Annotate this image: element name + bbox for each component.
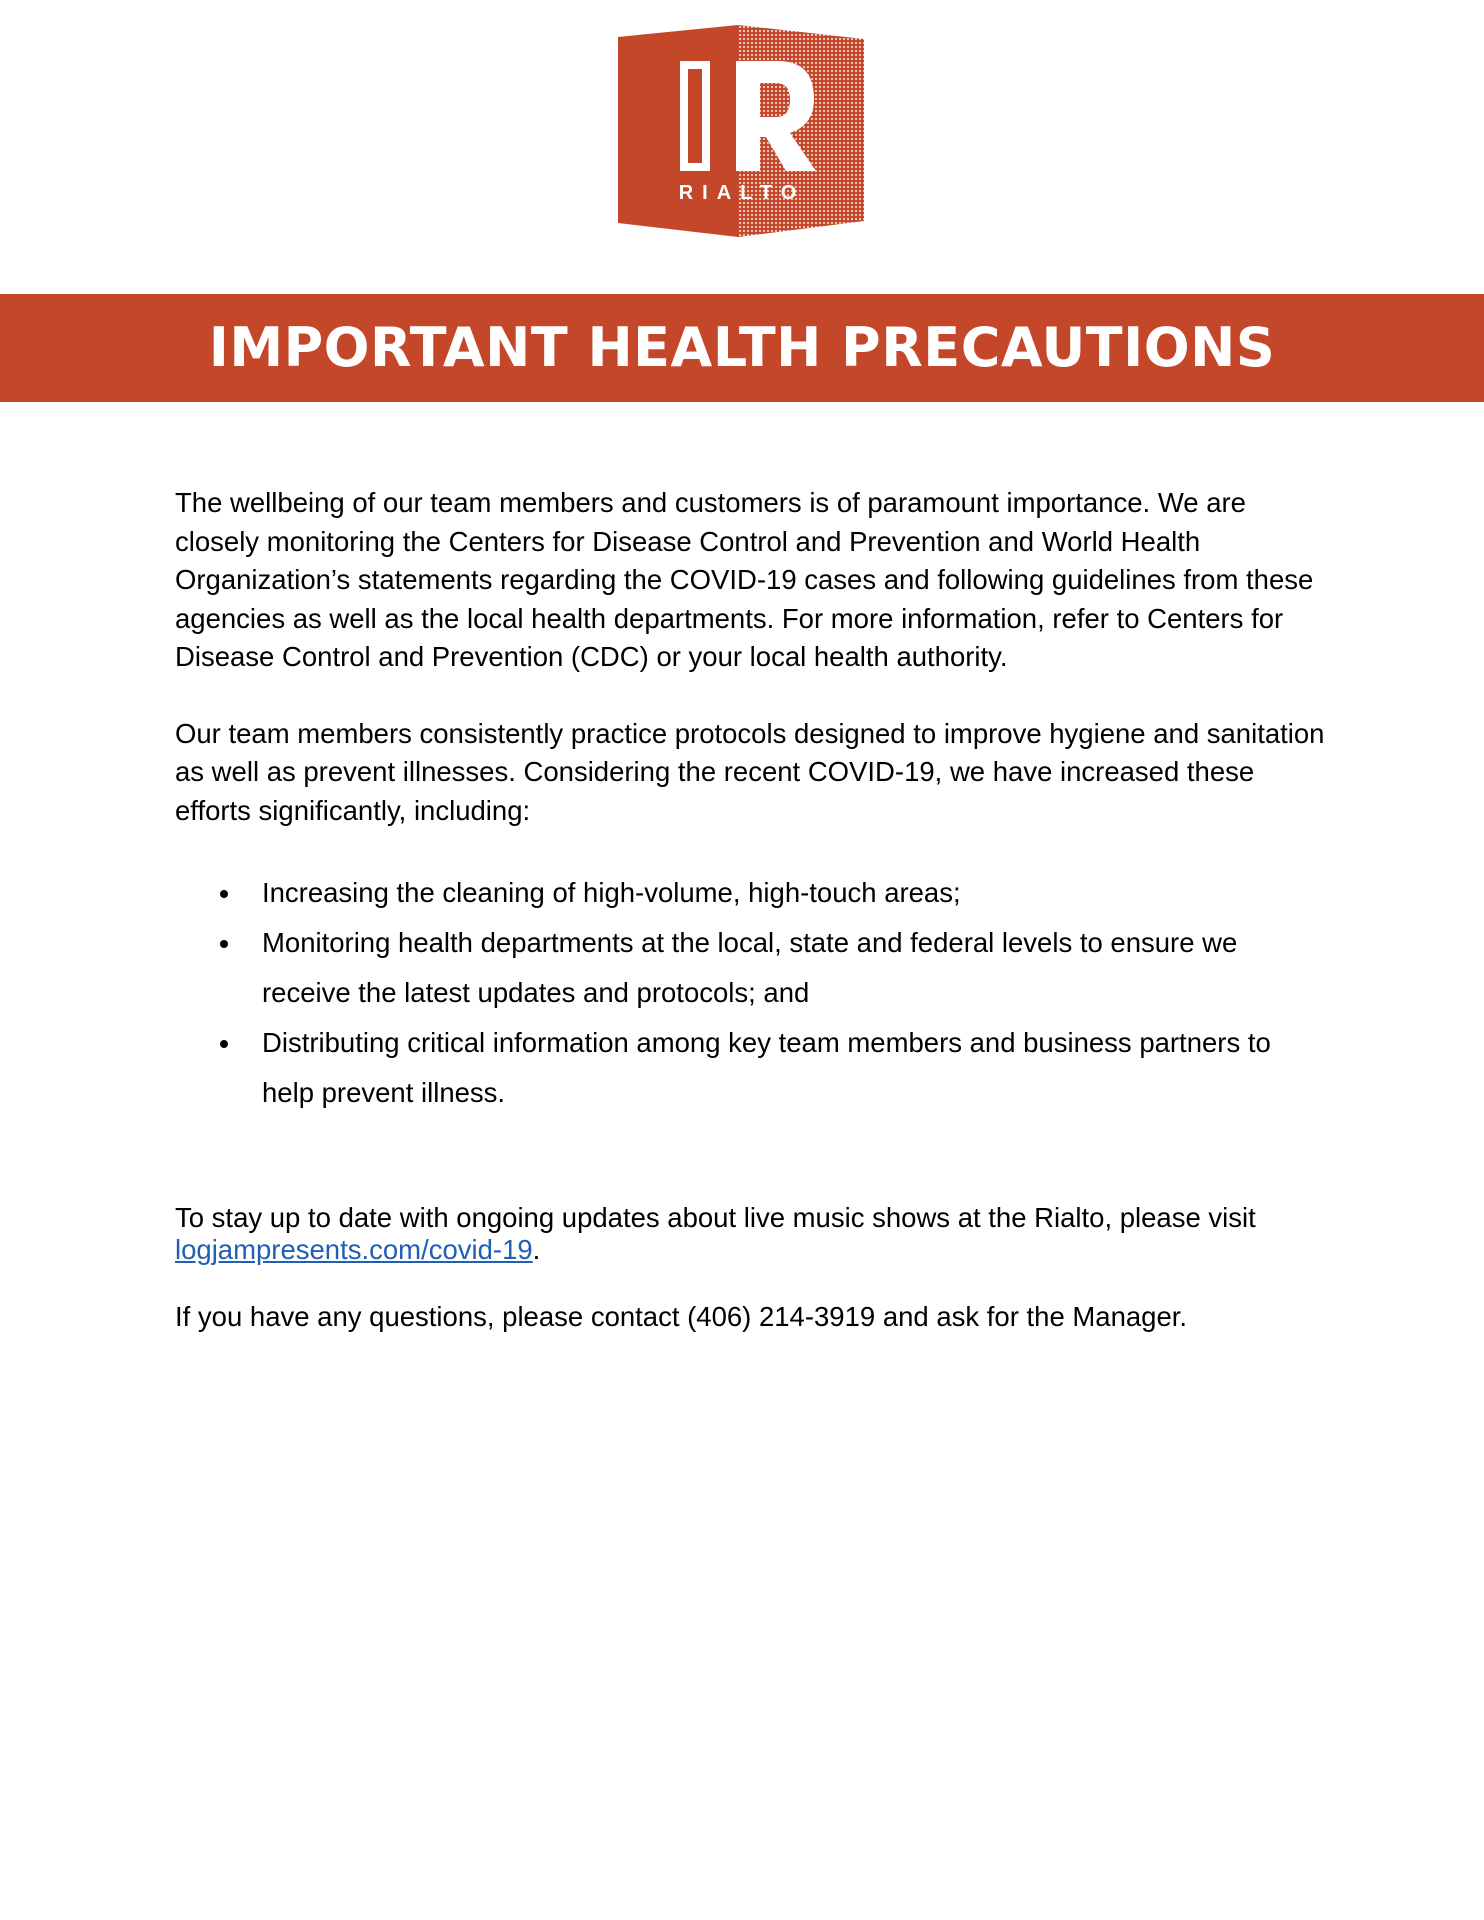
list-item: Monitoring health departments at the local, state and federal levels to ensure we receive the latest updates and protocols; and (175, 918, 1325, 1018)
logo-wordmark: RIALTO (678, 182, 806, 204)
rialto-logo (618, 25, 864, 237)
notice-content (175, 484, 1325, 1337)
bullet-icon (220, 940, 228, 948)
protocols-paragraph: Our team members consistently practice protocols designed to improve hygiene and sanitation as well as prevent illnesses. Considering the recent COVID-19, we have increased these efforts significantly, including: (175, 717, 1325, 826)
list-item: Distributing critical information among key team members and business partners to help prevent illness. (175, 1018, 1325, 1118)
contact-paragraph: If you have any questions, please contact (406) 214-3919 and ask for the Manager. (175, 1301, 1188, 1332)
updates-paragraph: To stay up to date with ongoing updates about live music shows at the Rialto, please visit logjampresents.com/covid-19. (175, 1202, 1256, 1265)
bullet-icon (220, 890, 228, 898)
measures-list (175, 868, 1325, 1118)
page-title: IMPORTANT HEALTH PRECAUTIONS (208, 316, 1276, 379)
rialto-logo-graphic (618, 25, 864, 237)
list-item: Increasing the cleaning of high-volume, high-touch areas; (175, 868, 1325, 918)
covid-updates-link[interactable]: logjampresents.com/covid-19 (175, 1234, 533, 1265)
intro-paragraph: The wellbeing of our team members and customers is of paramount importance. We are closely monitoring the Centers for Disease Control and Prevention and World Health Organization’s statements regarding the COVID-19 cases and following guidelines from these agencies as well as the local health departments. For more information, refer to Centers for Disease Control and Prevention (CDC) or your local health authority. (175, 487, 1314, 672)
bullet-icon (220, 1040, 228, 1048)
title-banner (0, 294, 1484, 402)
